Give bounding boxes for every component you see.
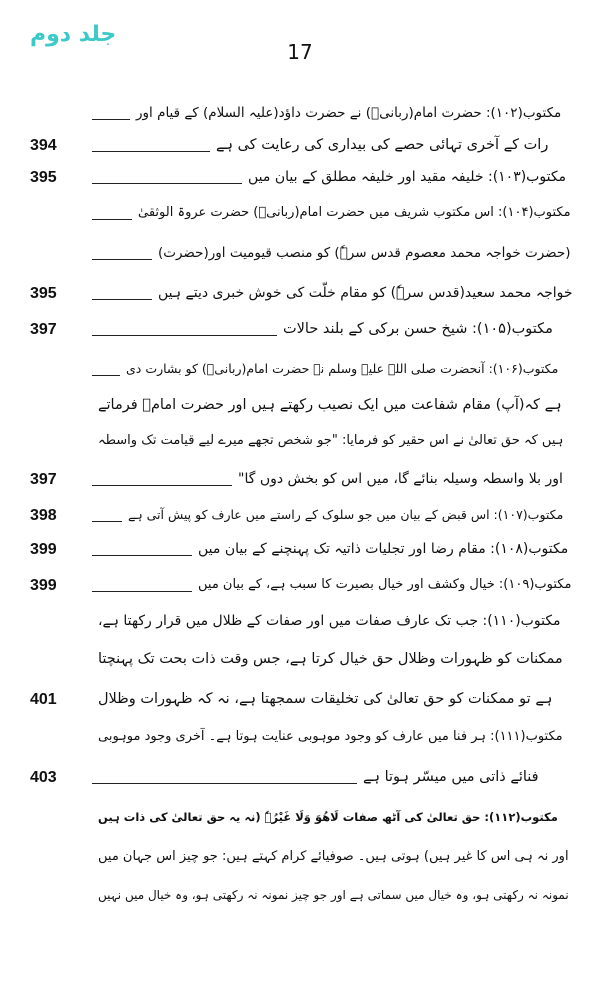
entry-text: مکتوب(۱۱۲): حق تعالیٰ کی آٹھ صفات لَاھُوَ وَلَا غَیْرُہٗ (نہ یہ حق تعالیٰ کی ذات ہیں xyxy=(98,810,558,824)
entry-page: 403 xyxy=(30,769,57,786)
entry-text: مکتوب(۱۰۶): آنحضرت صلی اللہ علیہ وسلم نے حضرت امام(ربانیؒ) کو بشارت دی xyxy=(126,361,559,376)
entry-page: 395 xyxy=(30,285,57,302)
entry-text: اور بلا واسطہ وسیلہ بنائے گا، میں اس کو بخش دوں گا" xyxy=(238,471,563,487)
entry-text: ہے کہ(آپ) مقام شفاعت میں ایک نصیب رکھتے ہیں اور حضرت امامؒ فرماتے xyxy=(98,397,562,413)
list-item xyxy=(30,684,575,710)
entry-text: رات کے آخری تہائی حصے کی بیداری کی رعایت کی ہے xyxy=(216,137,549,153)
entry-page: 398 xyxy=(30,507,57,524)
entry-text: مکتوب(۱۰۵): شیخ حسن برکی کے بلند حالات xyxy=(283,321,553,337)
leader-line xyxy=(92,299,152,300)
leader-line xyxy=(92,783,357,784)
entry-page: 395 xyxy=(30,169,57,186)
list-item xyxy=(30,314,575,340)
list-item xyxy=(30,390,575,416)
entry-page: 394 xyxy=(30,137,57,154)
list-item xyxy=(30,464,575,490)
leader-line xyxy=(92,485,232,486)
list-item xyxy=(30,722,575,748)
entry-text: (حضرت خواجہ محمد معصوم قدس سرہٗ) کو منصب قیومیت اور(حضرت) xyxy=(158,245,571,261)
leader-line xyxy=(92,183,242,184)
list-item xyxy=(30,130,575,156)
leader-line xyxy=(92,591,192,592)
leader-line xyxy=(92,151,210,152)
entry-text: مکتوب(۱۰۲): حضرت امام(ربانیؒ) نے حضرت داؤد(علیہ السلام) کے قیام اور xyxy=(136,105,562,121)
list-item xyxy=(30,802,575,828)
entry-text: ممکنات کو ظہورات وظلال حق خیال کرتا ہے، جس وقت ذات بحت تک پہنچتا xyxy=(98,651,563,667)
entry-text: مکتوب(۱۰۴): اس مکتوب شریف میں حضرت امام(ربانیؒ) حضرت عروۃ الوثقیٰ xyxy=(138,205,571,220)
entry-text: مکتوب(۱۰۹): خیال وکشف اور خیال بصیرت کا سبب ہے، کے بیان میں xyxy=(198,577,572,592)
leader-line xyxy=(92,521,122,522)
entry-text: فنائے ذاتی میں میسّر ہوتا ہے xyxy=(363,769,539,785)
entry-page: 399 xyxy=(30,577,57,594)
leader-line xyxy=(92,335,277,336)
entry-text: ہے تو ممکنات کو حق تعالیٰ کی تخلیقات سمجھتا ہے، نہ کہ ظہورات وظلال xyxy=(98,691,553,707)
entry-text: نمونہ نہ رکھتی ہو، وہ خیال میں سماتی ہے اور جو چیز نمونہ نہ رکھتی ہو، وہ خیال میں نہیں xyxy=(98,888,569,902)
list-item xyxy=(30,278,575,304)
list-item xyxy=(30,198,575,224)
list-item xyxy=(30,354,575,380)
entry-page: 401 xyxy=(30,691,57,708)
leader-line xyxy=(92,375,120,376)
entry-text: مکتوب(۱۱۱): ہر فنا میں عارف کو وجود موہوبی عنایت ہوتا ہے۔ آخری وجود موہوبی xyxy=(98,729,563,744)
entry-text: مکتوب(۱۰۳): خلیفہ مقید اور خلیفہ مطلق کے بیان میں xyxy=(248,169,567,185)
list-item xyxy=(30,534,575,560)
entry-text: مکتوب(۱۱۰): جب تک عارف صفات میں اور صفات کے ظلال میں قرار رکھتا ہے، xyxy=(98,613,561,629)
list-item xyxy=(30,880,575,906)
entry-text: اور نہ ہی اس کا غیر ہیں) ہوتی ہیں۔ صوفیائے کرام کہتے ہیں: جو چیز اس جہان میں xyxy=(98,849,569,864)
entry-page: 397 xyxy=(30,321,57,338)
entry-text: ہیں کہ حق تعالیٰ نے اس حقیر کو فرمایا: "جو شخص تجھے میرے لیے قیامت تک واسطہ xyxy=(98,433,564,448)
list-item xyxy=(30,606,575,632)
list-item xyxy=(30,238,575,264)
list-item xyxy=(30,842,575,868)
list-item xyxy=(30,162,575,188)
list-item xyxy=(30,426,575,452)
list-item xyxy=(30,762,575,788)
entry-text: مکتوب(۱۰۸): مقام رضا اور تجلیات ذاتیہ تک پہنچنے کے بیان میں xyxy=(198,541,569,557)
list-item xyxy=(30,644,575,670)
page-number: 17 xyxy=(287,40,313,64)
leader-line xyxy=(92,555,192,556)
leader-line xyxy=(92,119,130,120)
list-item xyxy=(30,98,575,124)
list-item xyxy=(30,500,575,526)
entry-page: 399 xyxy=(30,541,57,558)
leader-line xyxy=(92,259,152,260)
entry-text: خواجہ محمد سعید(قدس سرہٗ) کو مقام خلّت کی خوش خبری دیتے ہیں xyxy=(158,285,573,301)
volume-title: جلد دوم xyxy=(30,22,117,47)
entry-text: مکتوب(۱۰۷): اس قبض کے بیان میں جو سلوک کے راستے میں عارف کو پیش آتی ہے xyxy=(128,507,564,522)
leader-line xyxy=(92,219,132,220)
entry-page: 397 xyxy=(30,471,57,488)
list-item xyxy=(30,570,575,596)
